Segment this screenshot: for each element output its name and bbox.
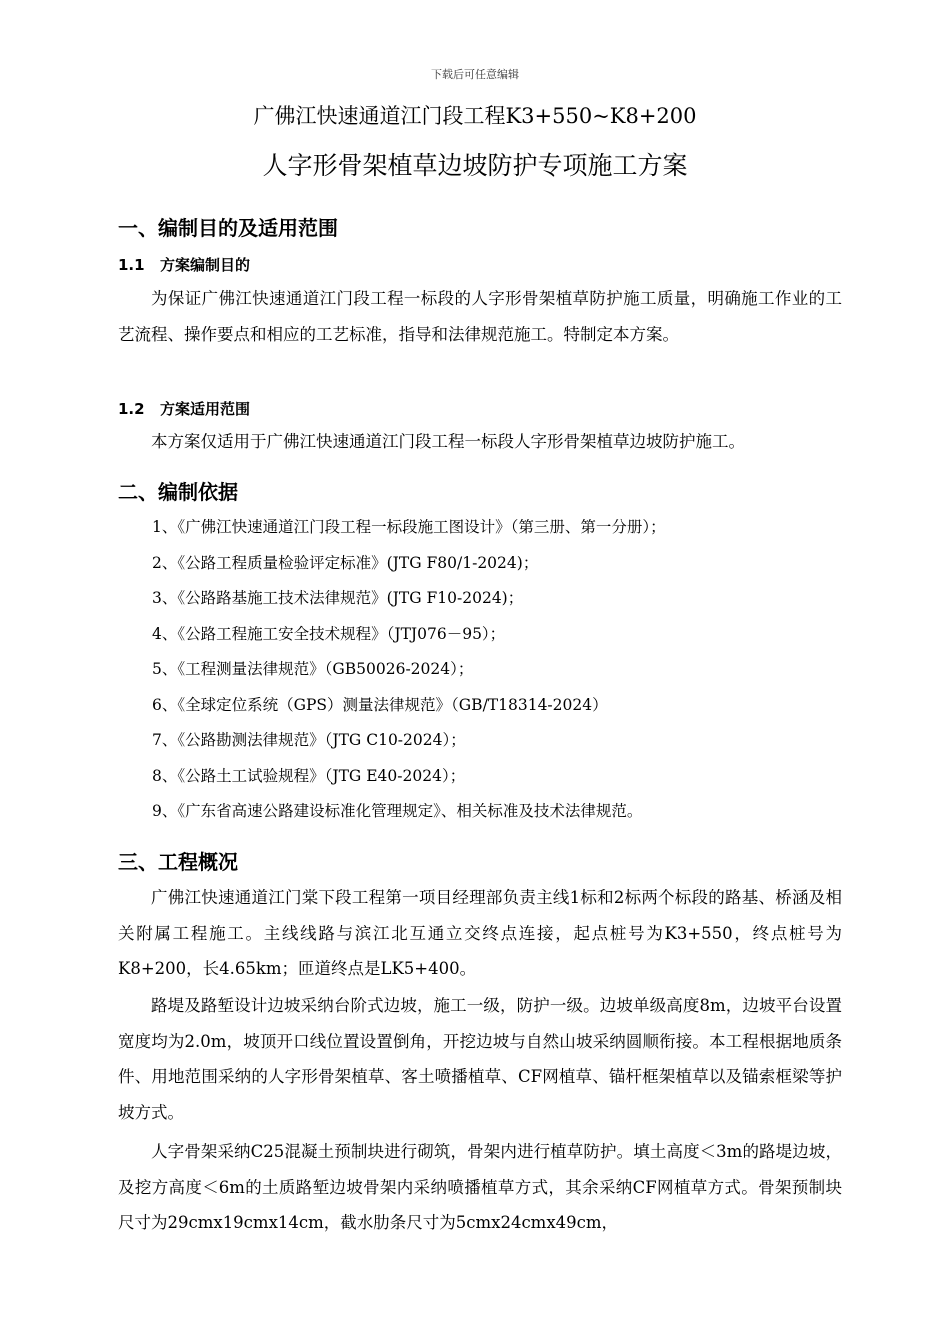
overview-paragraph-3: 人字骨架采纳C25混凝土预制块进行砌筑，骨架内进行植草防护。填土高度＜3m的路堤边坡，及挖方高度＜6m的土质路堑边坡骨架内采纳喷播植草方式，其余采纳CF网植草方式。骨架预制块尺寸为29cmx19cmx14cm，截水肋条尺寸为5cmx24cmx49cm，: [118, 1142, 842, 1232]
subsection-title: 方案适用范围: [160, 400, 251, 418]
document-title-project: 广佛江快速通道江门段工程K3+550~K8+200: [253, 104, 697, 128]
list-item: 2、《公路工程质量检验评定标准》(JTG F80/1-2024)；: [152, 553, 539, 572]
subsection-number: 1.1: [118, 256, 145, 274]
subsection-1-2-text: 本方案仅适用于广佛江快速通道江门段工程一标段人字形骨架植草边坡防护施工。: [151, 432, 745, 451]
subsection-1-2-heading: [118, 398, 250, 419]
list-item: 8、《公路土工试验规程》（JTG E40-2024）；: [152, 766, 466, 785]
header-note: 下载后可任意编辑: [431, 68, 519, 81]
reference-list: [152, 514, 666, 834]
list-item: 4、《公路工程施工安全技术规程》（JTJ076－95）；: [152, 624, 506, 643]
list-item: 6、《全球定位系统（GPS）测量法律规范》（GB/T18314-2024）: [152, 695, 608, 714]
subsection-title: 方案编制目的: [160, 256, 251, 274]
list-item: 3、《公路路基施工技术法律规范》(JTG F10-2024)；: [152, 589, 524, 607]
subsection-1-1-heading: [118, 254, 250, 275]
section2-heading: 二、编制依据: [118, 480, 238, 504]
list-item: 9、《广东省高速公路建设标准化管理规定》、相关标准及技术法律规范。: [152, 802, 643, 820]
document-title-main: 人字形骨架植草边坡防护专项施工方案: [262, 151, 688, 180]
overview-paragraph-2: 路堤及路堑设计边坡采纳台阶式边坡，施工一级，防护一级。边坡单级高度8m，边坡平台设置宽度均为2.0m，坡顶开口线位置设置倒角，开挖边坡与自然山坡采纳圆顺衔接。本工程根据地质条件、用地范围采纳的人字形骨架植草、客土喷播植草、CF网植草、锚杆框架植草以及锚索框梁等护坡方式。: [118, 996, 842, 1122]
overview-paragraph-1: 广佛江快速通道江门棠下段工程第一项目经理部负责主线1标和2标两个标段的路基、桥涵及相关附属工程施工。主线线路与滨江北互通立交终点连接，起点桩号为K3+550，终点桩号为K8+200，长4.65km；匝道终点是LK5+400。: [118, 888, 842, 978]
list-item: 5、《工程测量法律规范》（GB50026-2024）；: [152, 660, 474, 678]
subsection-1-1-text: 为保证广佛江快速通道江门段工程一标段的人字形骨架植草防护施工质量，明确施工作业的工艺流程、操作要点和相应的工艺标准，指导和法律规范施工。特制定本方案。: [118, 289, 842, 344]
list-item: 7、《公路勘测法律规范》（JTG C10-2024）；: [152, 731, 466, 749]
section1-heading: 一、编制目的及适用范围: [118, 216, 338, 240]
list-item: 1、《广佛江快速通道江门段工程一标段施工图设计》（第三册、第一分册）；: [152, 518, 666, 536]
subsection-number: 1.2: [118, 400, 145, 418]
section3-heading: 三、工程概况: [118, 850, 238, 874]
